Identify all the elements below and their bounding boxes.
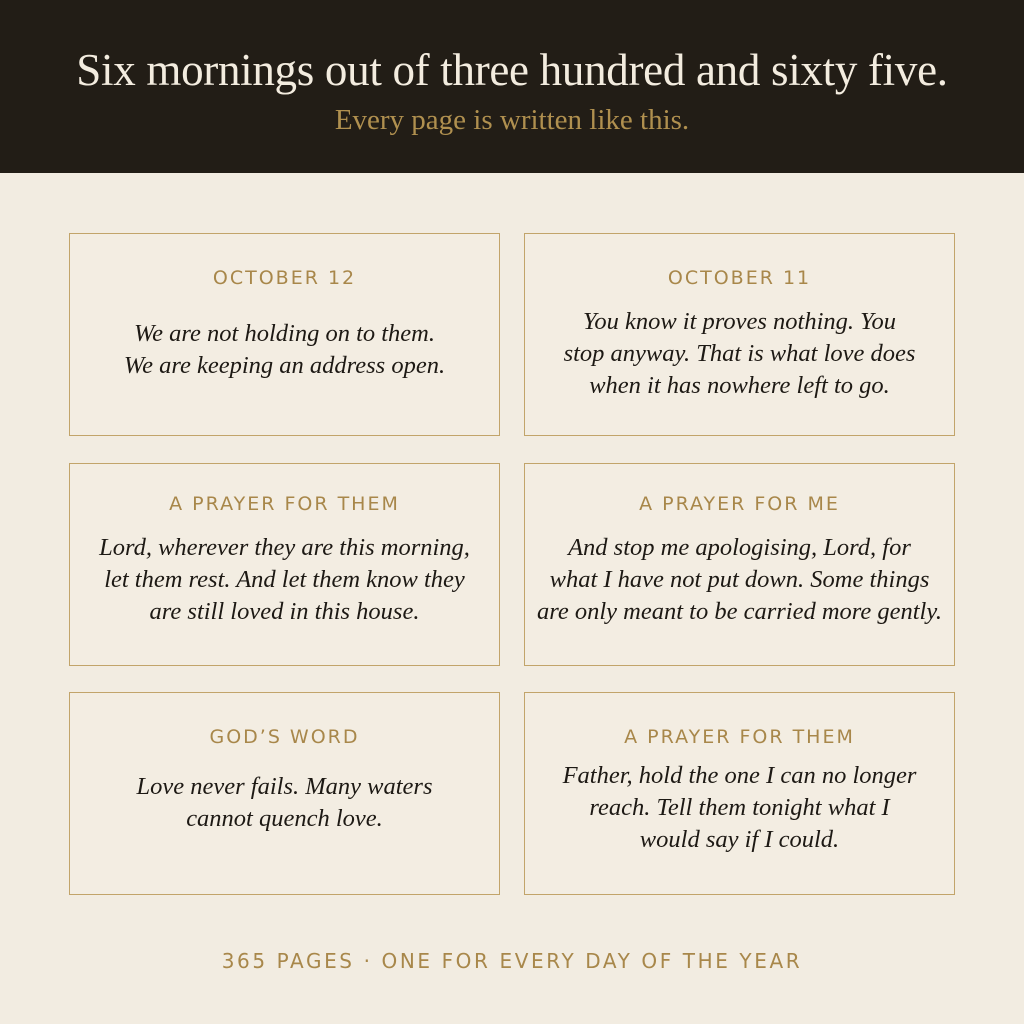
page-title: Six mornings out of three hundred and sixty five. (76, 45, 948, 95)
card-text (76, 318, 493, 382)
card-gods-word (69, 692, 500, 895)
card-prayer-for-them (69, 463, 500, 666)
card-text-line: Love never fails. Many waters (136, 773, 433, 800)
header-banner (0, 0, 1024, 173)
card-text-line: reach. Tell them tonight what I (589, 794, 890, 821)
card-text-line: You know it proves nothing. You (582, 308, 897, 335)
card-october-11 (524, 233, 955, 436)
card-text-line: Father, hold the one I can no longer (562, 762, 917, 789)
card-text (76, 771, 493, 835)
card-label: GOD’S WORD (209, 726, 360, 748)
page-subtitle: Every page is written like this. (334, 104, 690, 136)
card-text-line: And stop me apologising, Lord, for (568, 534, 911, 561)
card-text-line: are only meant to be carried more gently. (536, 598, 943, 625)
card-text-line: We are keeping an address open. (123, 352, 446, 379)
card-text-line: Lord, wherever they are this morning, (99, 534, 470, 561)
card-label: A PRAYER FOR THEM (624, 726, 855, 748)
card-text-line: are still loved in this house. (149, 598, 420, 625)
card-prayer-for-them-2 (524, 692, 955, 895)
card-text (527, 532, 952, 628)
footer-tagline: 365 PAGES · ONE FOR EVERY DAY OF THE YEAR (221, 949, 803, 973)
card-text-line: would say if I could. (639, 826, 840, 853)
card-text-line: We are not holding on to them. (133, 320, 435, 347)
card-prayer-for-me (524, 463, 955, 666)
card-text-line: what I have not put down. Some things (549, 566, 930, 593)
card-text-line: when it has nowhere left to go. (589, 372, 890, 399)
card-text (531, 306, 948, 402)
card-text (76, 532, 493, 628)
card-text-line: stop anyway. That is what love does (563, 340, 916, 367)
card-label: OCTOBER 12 (212, 267, 357, 289)
card-text-line: cannot quench love. (186, 805, 383, 832)
card-label: A PRAYER FOR ME (639, 493, 840, 515)
card-label: OCTOBER 11 (667, 267, 812, 289)
card-october-12 (69, 233, 500, 436)
card-text (531, 760, 948, 856)
card-text-line: let them rest. And let them know they (104, 566, 465, 593)
card-label: A PRAYER FOR THEM (169, 493, 400, 515)
